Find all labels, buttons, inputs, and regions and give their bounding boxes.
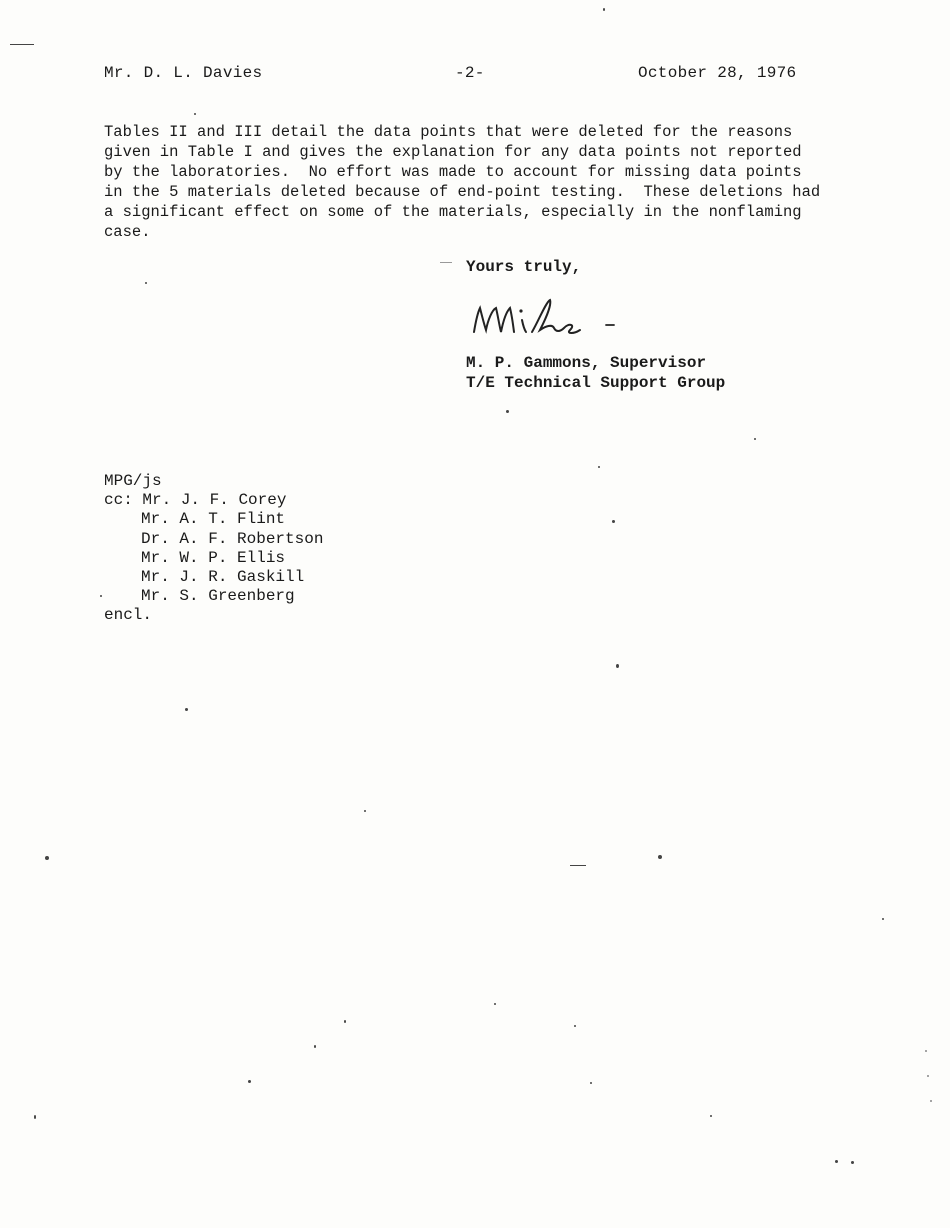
body-line: Tables II and III detail the data points that were deleted for the reasons: [104, 123, 793, 141]
cc-recipient: Mr. J. F. Corey: [142, 491, 287, 510]
page-number: -2-: [455, 64, 485, 82]
cc-label: cc:: [104, 491, 133, 510]
cc-recipient: Dr. A. F. Robertson: [141, 529, 324, 548]
body-line: in the 5 materials deleted because of end-point testing. These deletions had: [104, 183, 821, 201]
signer-group: T/E Technical Support Group: [466, 374, 726, 392]
body-line: case.: [104, 223, 151, 241]
cc-recipient: Mr. J. R. Gaskill: [141, 568, 305, 587]
body-line: given in Table I and gives the explanation for any data points not reported: [104, 143, 802, 161]
cc-recipient: Mr. S. Greenberg: [141, 587, 295, 606]
closing-salutation: Yours truly,: [466, 258, 582, 276]
reference-block: [104, 472, 323, 626]
letter-date: October 28, 1976: [638, 64, 797, 82]
body-line: a significant effect on some of the materials, especially in the nonflaming: [104, 203, 802, 221]
cc-recipient: Mr. A. T. Flint: [141, 510, 286, 529]
body-paragraph: [104, 122, 864, 242]
enclosure-note: encl.: [104, 606, 153, 625]
cc-line: [104, 491, 323, 510]
cc-recipient: Mr. W. P. Ellis: [141, 548, 286, 567]
signer-block: [466, 353, 725, 393]
typist-initials: MPG/js: [104, 472, 162, 490]
body-line: by the laboratories. No effort was made to account for missing data points: [104, 163, 802, 181]
signer-name-title: M. P. Gammons, Supervisor: [466, 354, 707, 372]
handwritten-signature: [466, 292, 636, 344]
recipient-header: Mr. D. L. Davies: [104, 64, 263, 82]
